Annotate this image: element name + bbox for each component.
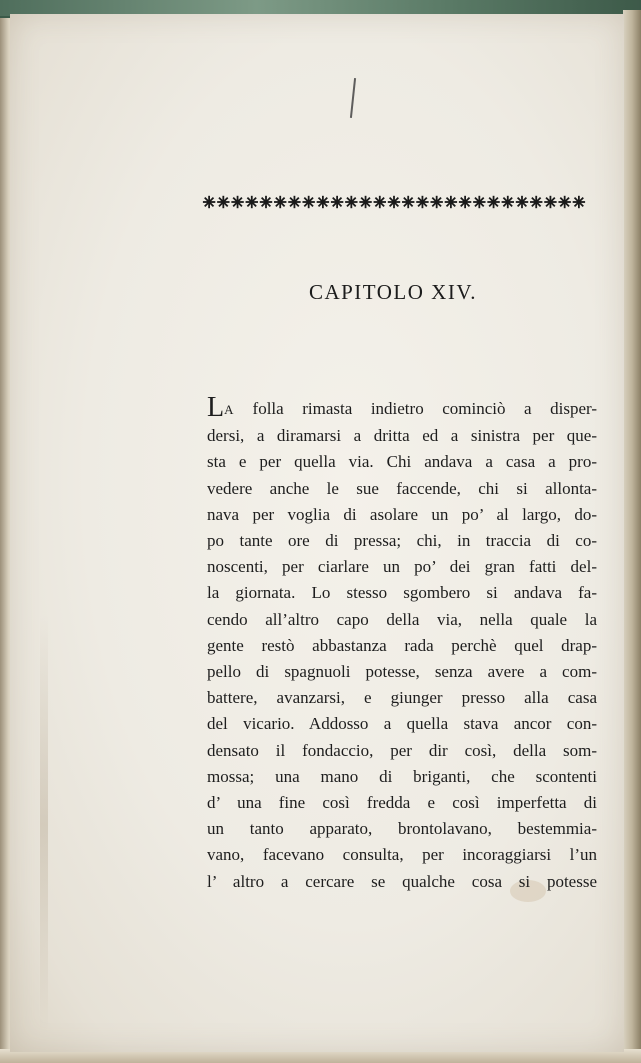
text-line: noscenti, per ciarlare un po’ dei gran fatti del- <box>207 557 597 577</box>
ornament-star <box>473 196 485 208</box>
ornament-star <box>516 196 528 208</box>
ornament-star <box>558 196 570 208</box>
ornament-star <box>445 196 457 208</box>
page-stack-right-edge <box>623 10 641 1063</box>
ornament-star <box>487 196 499 208</box>
small-caps: A <box>224 402 234 417</box>
text-line: sta e per quella via. Chi andava a casa a pro- <box>207 452 597 472</box>
chapter-body <box>207 392 597 895</box>
ornament-star <box>246 196 258 208</box>
ornament-star <box>317 196 329 208</box>
ornament-star <box>331 196 343 208</box>
ornament-star <box>217 196 229 208</box>
paper-stain <box>40 614 48 1034</box>
text-line: l’ altro a cercare se qualche cosa si potesse <box>207 871 597 891</box>
ornament-star <box>288 196 300 208</box>
drop-cap: L <box>207 392 225 423</box>
ornament-star <box>402 196 414 208</box>
ornament-star <box>388 196 400 208</box>
text-line: vano, facevano consulta, per incoraggiarsi l’un <box>207 845 597 865</box>
ornament-star <box>502 196 514 208</box>
text-line: po tante ore di pressa; chi, in traccia di co- <box>207 531 597 551</box>
ornament-star <box>416 196 428 208</box>
ornament-star <box>530 196 542 208</box>
ornament-star <box>430 196 442 208</box>
ornament-star <box>359 196 371 208</box>
ornament-star <box>345 196 357 208</box>
chapter-title: CAPITOLO XIV. <box>308 280 478 304</box>
ornament-star <box>231 196 243 208</box>
text-line: vedere anche le sue faccende, chi si allonta- <box>207 478 597 498</box>
text-line: LA folla rimasta indietro cominciò a disper- <box>207 392 597 423</box>
text-line: mossa; una mano di briganti, che scontenti <box>207 766 597 786</box>
ornament-star <box>573 196 585 208</box>
text-line: dersi, a diramarsi a dritta ed a sinistra per que- <box>207 426 597 446</box>
text-line: gente restò abbastanza rada perchè quel drap- <box>207 635 597 655</box>
text-line: la giornata. Lo stesso sgombero si andava fa- <box>207 583 597 603</box>
ornament-star <box>544 196 556 208</box>
text-line: cendo all’altro capo della via, nella quale la <box>207 609 597 629</box>
ornament-star <box>374 196 386 208</box>
ornament-star <box>302 196 314 208</box>
text-line: un tanto apparato, brontolavano, bestemmia- <box>207 819 597 839</box>
text-line: densato il fondaccio, per dir così, della som- <box>207 740 597 760</box>
ornament-star <box>459 196 471 208</box>
text-line: d’ una fine così fredda e così imperfetta di <box>207 793 597 813</box>
ornamental-rule <box>202 190 586 214</box>
text-line: pello di spagnuoli potesse, senza avere a com- <box>207 662 597 682</box>
text-line: battere, avanzarsi, e giunger presso alla casa <box>207 688 597 708</box>
text-line: del vicario. Addosso a quella stava ancor con- <box>207 714 597 734</box>
ornament-star <box>274 196 286 208</box>
ornament-star <box>203 196 215 208</box>
text-line: nava per voglia di asolare un po’ al largo, do- <box>207 504 597 524</box>
ornament-star <box>260 196 272 208</box>
